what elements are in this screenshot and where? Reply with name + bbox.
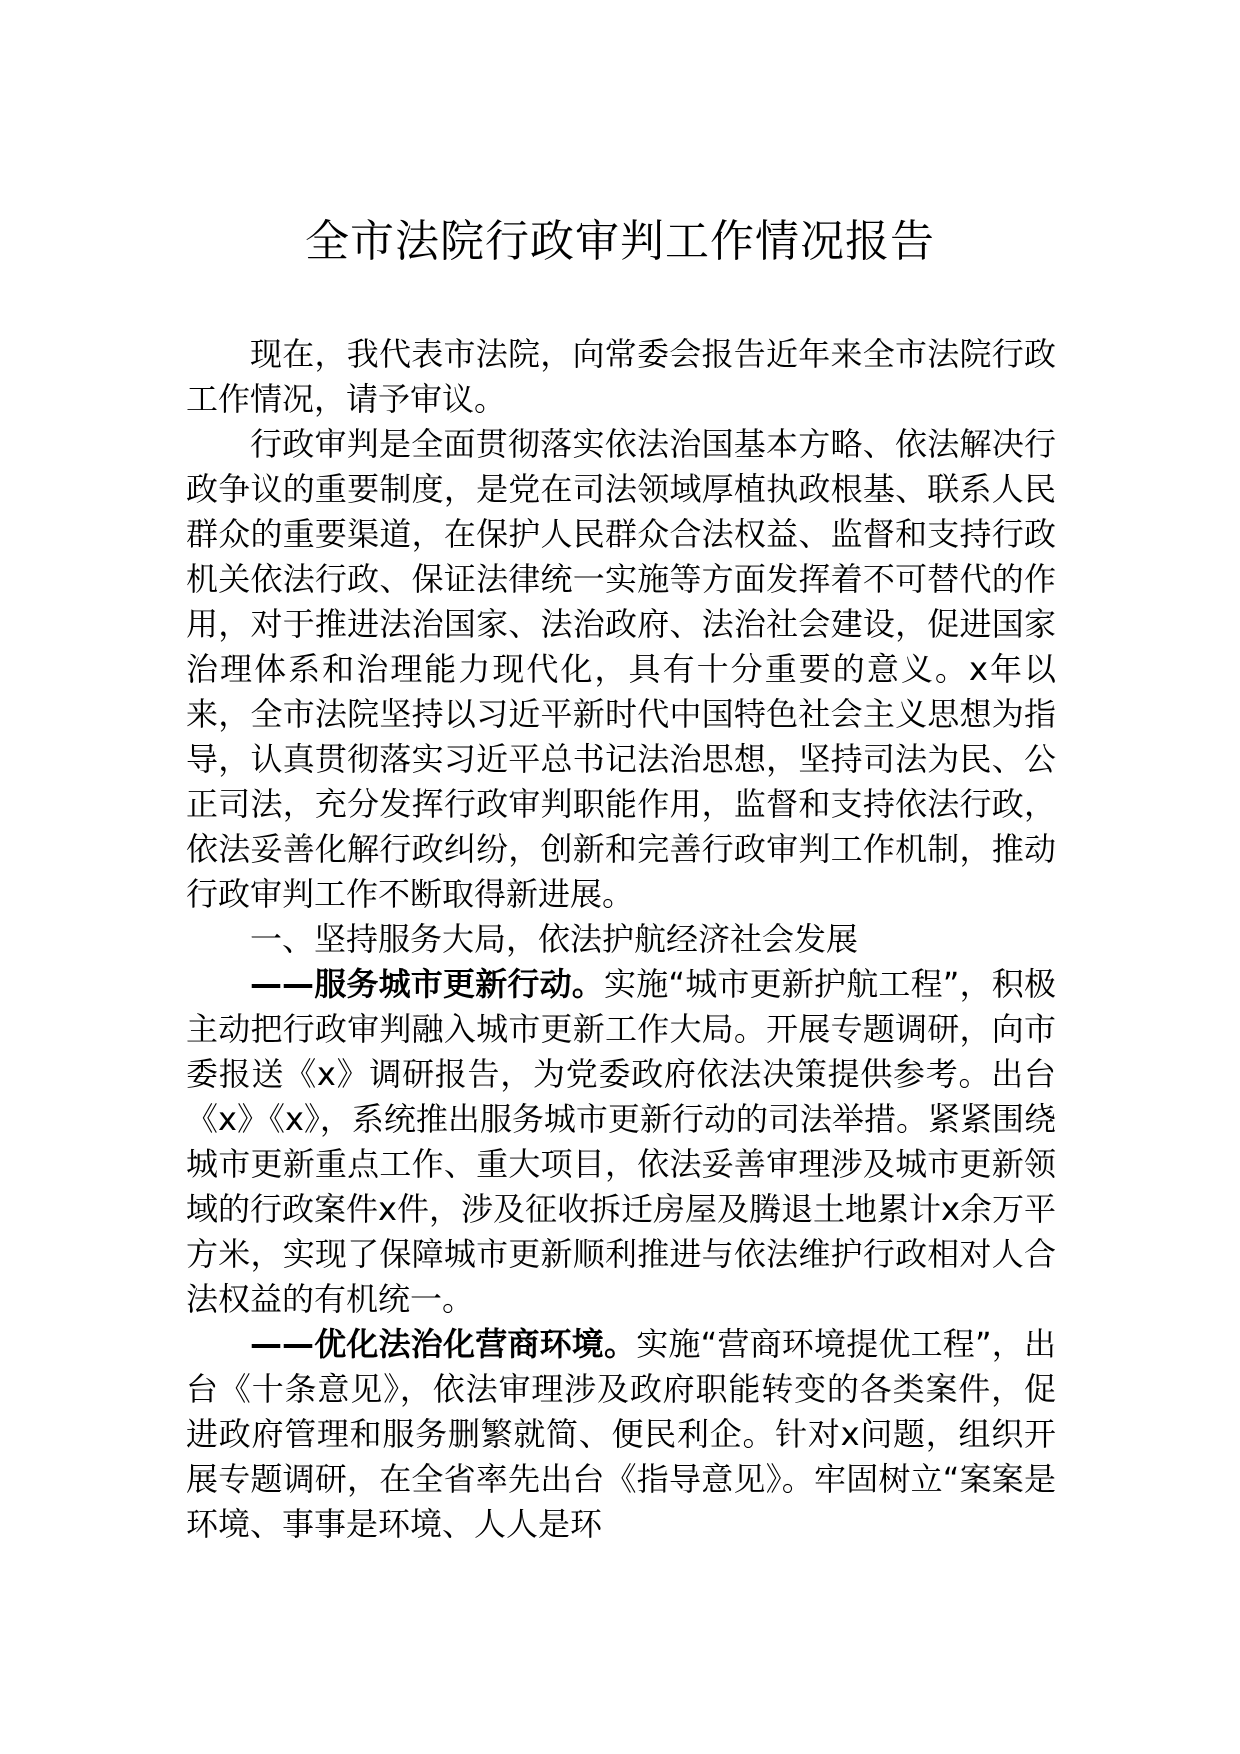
paragraph-text: 实施“营商环境提优工程”，出台《十条意见》，依法审理涉及政府职能转变的各类案件，促进政府管理和服务删繁就简、便民利企。针对x问题，组织开展专题调研，在全省率先出台《指导意见》。牢固树立“案案是环境、事事是环境、人人是环 bbox=[186, 1325, 1056, 1543]
paragraph-text: 实施“城市更新护航工程”，积极主动把行政审判融入城市更新工作大局。开展专题调研，向市委报送《x》调研报告，为党委政府依法决策提供参考。出台《x》《x》，系统推出服务城市更新行动的司法举措。紧紧围绕城市更新重点工作、重大项目，依法妥善审理涉及城市更新领域的行政案件x件，涉及征收拆迁房屋及腾退土地累计x余万平方米，实现了保障城市更新顺利推进与依法维护行政相对人合法权益的有机统一。 bbox=[186, 965, 1056, 1318]
document-body bbox=[186, 332, 1056, 1547]
paragraph-intro: 现在，我代表市法院，向常委会报告近年来全市法院行政工作情况，请予审议。 bbox=[186, 335, 1056, 418]
paragraph-lead: ——服务城市更新行动。 bbox=[250, 965, 605, 1003]
paragraph-business-environment bbox=[186, 1322, 1056, 1547]
paragraph-lead: ——优化法治化营商环境。 bbox=[250, 1325, 637, 1363]
section-heading-1: 一、坚持服务大局，依法护航经济社会发展 bbox=[250, 920, 859, 958]
paragraph-overview: 行政审判是全面贯彻落实依法治国基本方略、依法解决行政争议的重要制度，是党在司法领域厚植执政根基、联系人民群众的重要渠道，在保护人民群众合法权益、监督和支持行政机关依法行政、保证法律统一实施等方面发挥着不可替代的作用，对于推进法治国家、法治政府、法治社会建设，促进国家治理体系和治理能力现代化，具有十分重要的意义。x年以来，全市法院坚持以习近平新时代中国特色社会主义思想为指导，认真贯彻落实习近平总书记法治思想，坚持司法为民、公正司法，充分发挥行政审判职能作用，监督和支持依法行政，依法妥善化解行政纠纷，创新和完善行政审判工作机制，推动行政审判工作不断取得新进展。 bbox=[186, 425, 1056, 913]
document-title: 全市法院行政审判工作情况报告 bbox=[305, 216, 935, 267]
paragraph-urban-renewal bbox=[186, 962, 1056, 1322]
